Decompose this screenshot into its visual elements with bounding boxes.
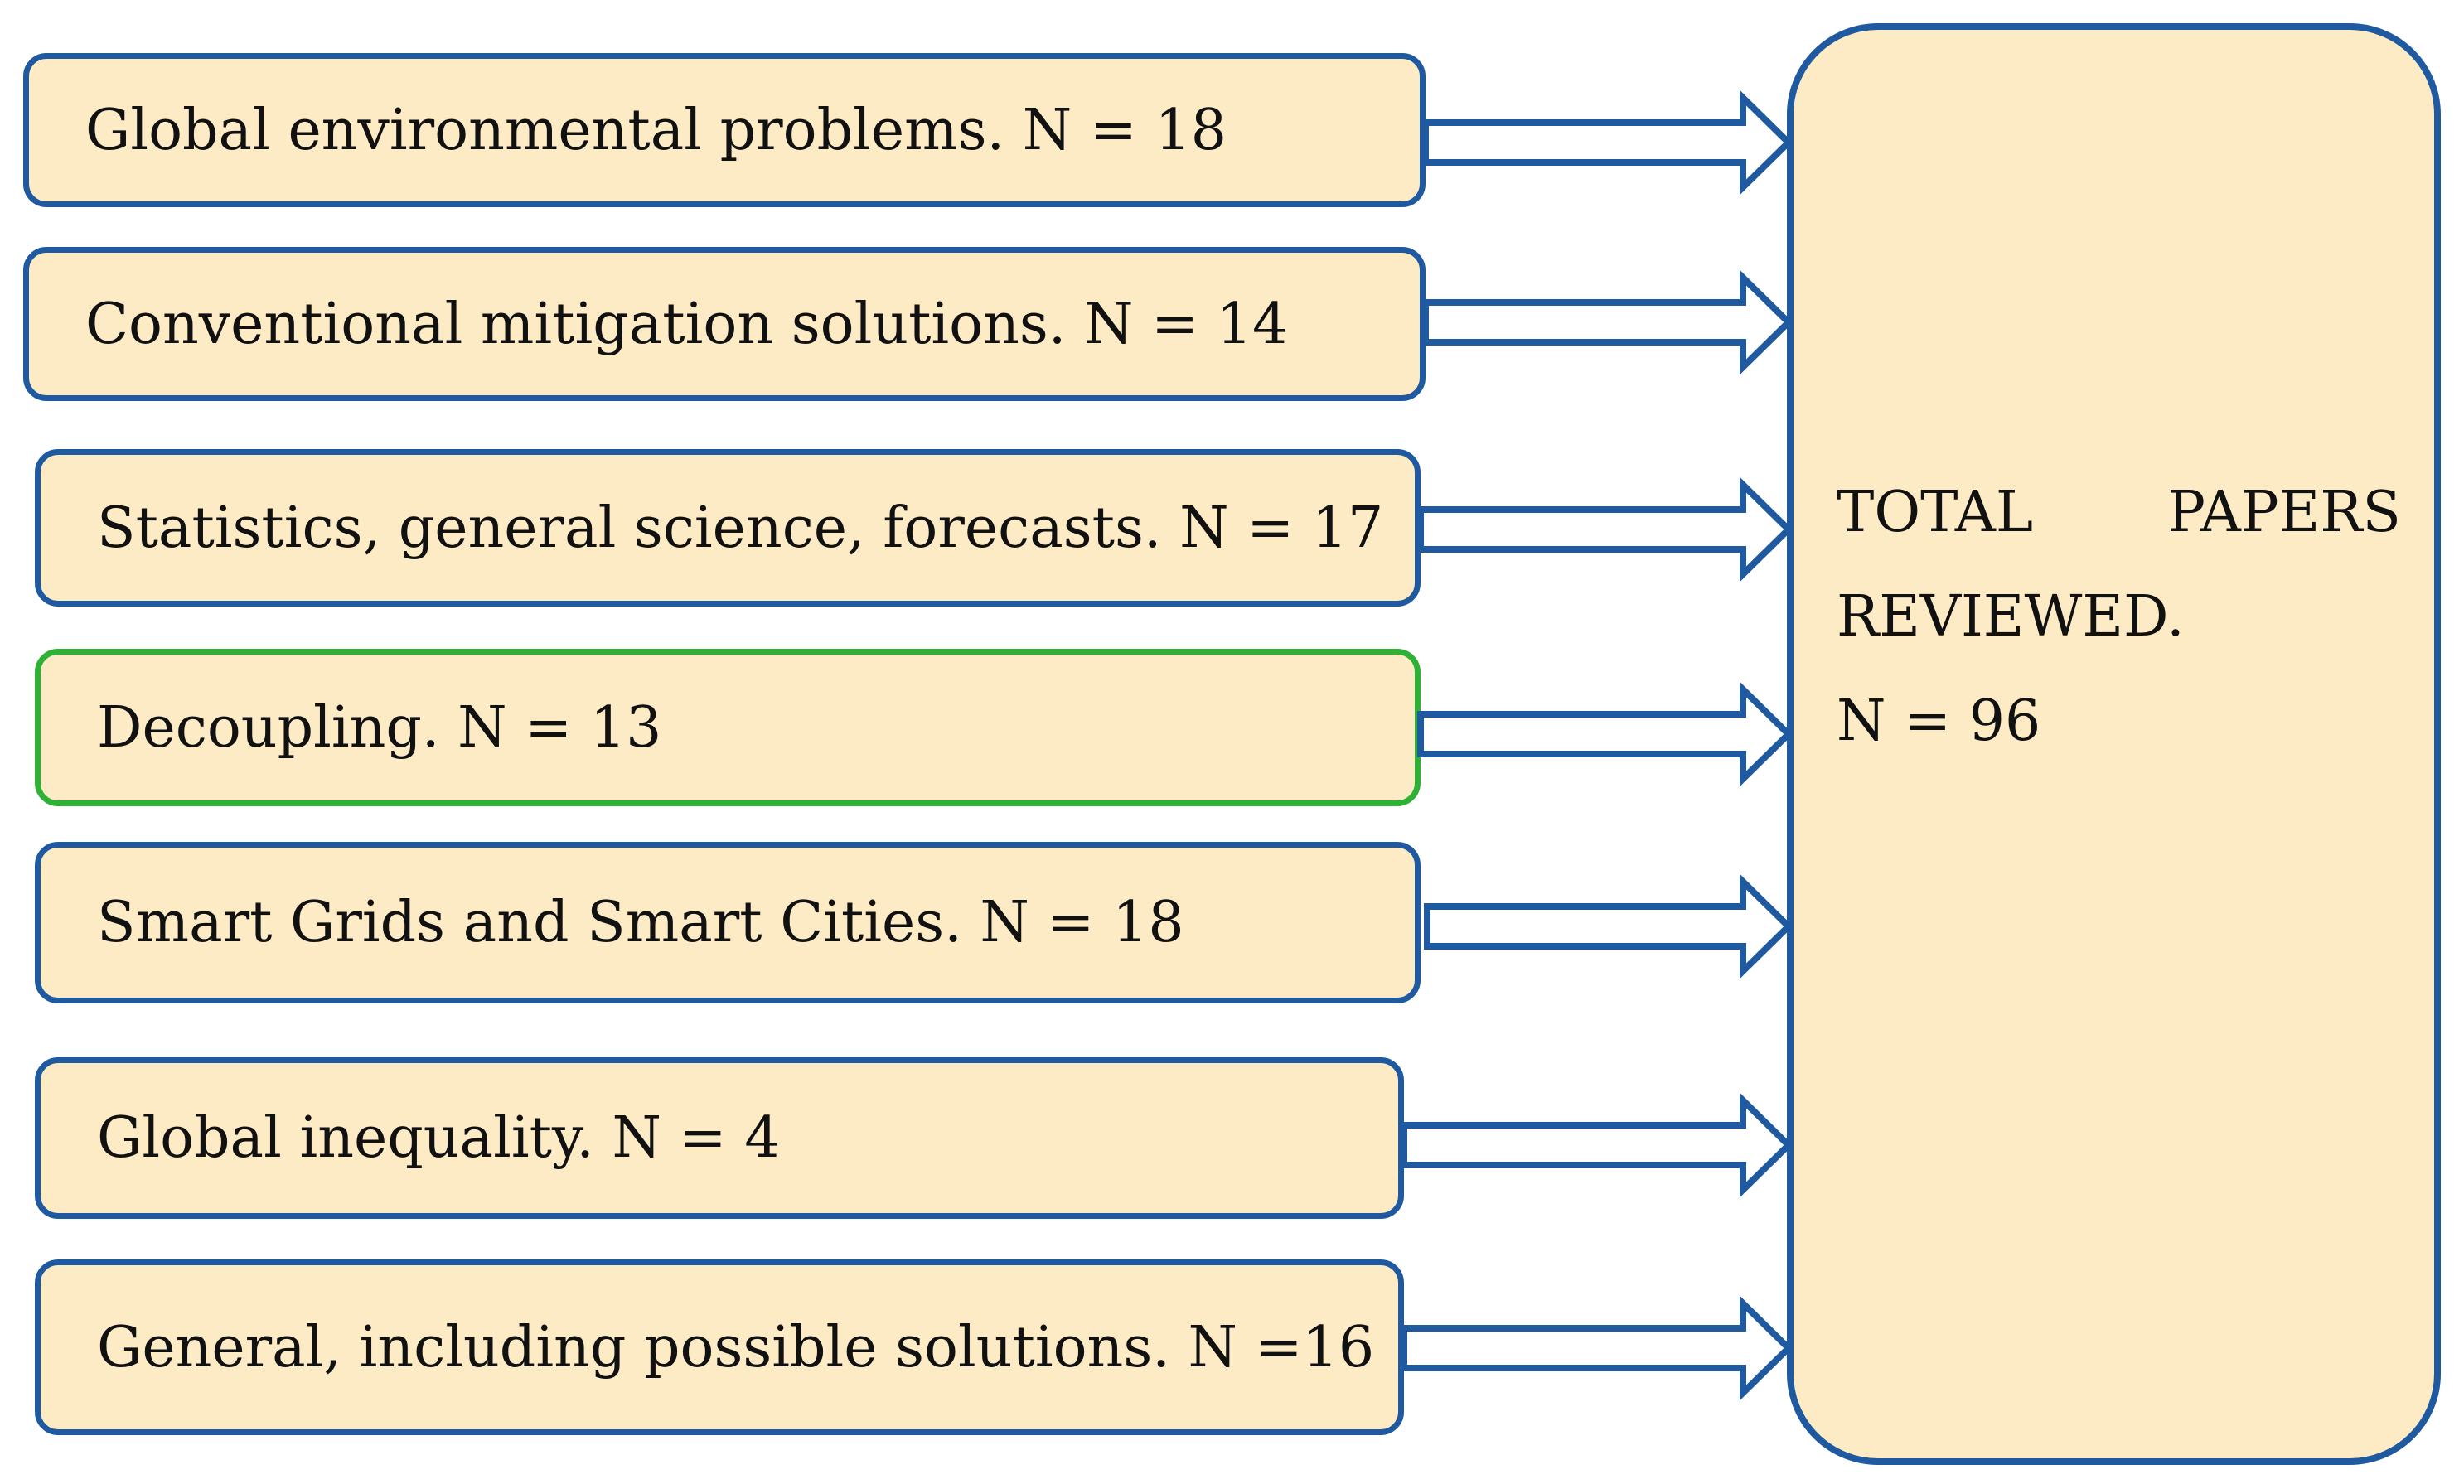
category-box-smart-grids-and-smart-cities	[35, 842, 1421, 1003]
category-box-global-inequality	[35, 1057, 1404, 1219]
category-label: Global environmental problems. N = 18	[85, 97, 1227, 163]
arrow-right-icon	[1426, 278, 1789, 367]
category-label: Smart Grids and Smart Cities. N = 18	[97, 890, 1184, 955]
category-label: General, including possible solutions. N =16	[97, 1314, 1375, 1380]
category-label: Decoupling. N = 13	[97, 694, 662, 761]
category-label: Statistics, general science, forecasts. N = 17	[97, 495, 1384, 561]
category-box-statistics-general-science-forecasts	[35, 449, 1421, 607]
arrow-right-icon	[1421, 689, 1789, 779]
category-label: Global inequality. N = 4	[97, 1105, 781, 1171]
total-title-line	[1837, 461, 2401, 565]
arrow-right-icon	[1426, 98, 1789, 187]
category-label: Conventional mitigation solutions. N = 14	[85, 291, 1289, 357]
arrow-right-icon	[1404, 1303, 1789, 1393]
category-box-general-including-possible-solutions	[35, 1259, 1404, 1435]
arrow-right-icon	[1421, 485, 1789, 574]
total-word-total: TOTAL	[1837, 480, 2034, 545]
total-word-papers: PAPERS	[2167, 480, 2401, 545]
category-box-conventional-mitigation-solutions	[23, 247, 1426, 401]
total-reviewed-line: REVIEWED.	[1837, 584, 2185, 650]
total-papers-box	[1787, 23, 2441, 1465]
category-box-decoupling	[35, 649, 1421, 806]
category-box-global-environmental-problems	[23, 53, 1426, 207]
arrow-right-icon	[1404, 1100, 1789, 1190]
total-count: N = 96	[1837, 689, 2041, 754]
arrow-right-icon	[1427, 882, 1789, 971]
